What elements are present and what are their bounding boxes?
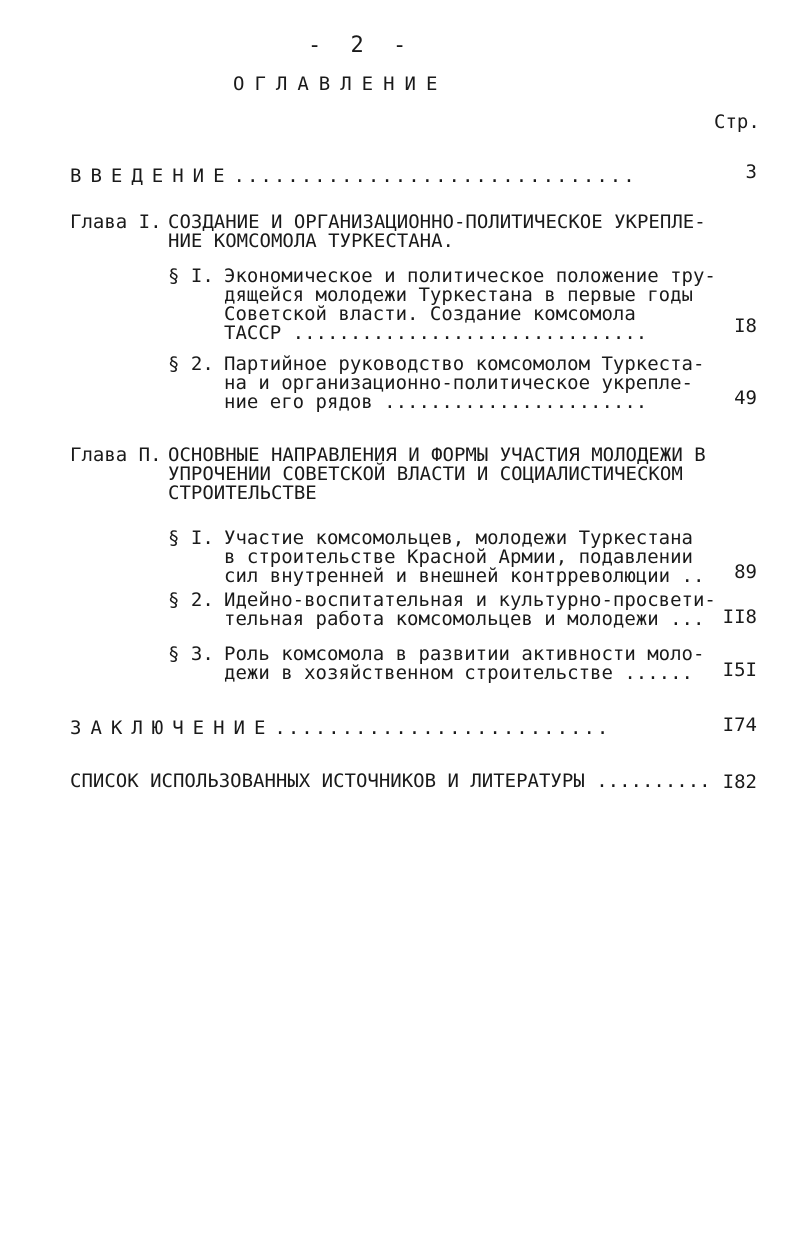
- conclusion-page: I74: [722, 714, 757, 736]
- ch2-s2-line1: Идейно-воспитательная и культурно-просвети-: [224, 589, 716, 611]
- ch2-s1-line2: в строительстве Красной Армии, подавлении: [224, 546, 693, 568]
- toc-entry-sources[interactable]: [70, 772, 711, 791]
- page-number: - 2 -: [308, 33, 415, 58]
- intro-page: 3: [745, 161, 757, 183]
- toc-entry-ch1-s1[interactable]: [224, 267, 716, 343]
- toc-entry-ch1-s2[interactable]: [224, 355, 704, 412]
- ch1-s2-line1: Партийное руководство комсомолом Туркеста-: [224, 353, 705, 375]
- chapter1-title[interactable]: [168, 213, 706, 251]
- intro-label: ВВЕДЕНИЕ: [70, 165, 234, 187]
- page-column-label: Стр.: [714, 111, 760, 133]
- ch1-s1-line3: Советской власти. Создание комсомола: [224, 303, 636, 325]
- ch2-s1-line3: сил внутренней и внешней контрреволюции ..: [224, 565, 705, 587]
- toc-entry-ch2-s3[interactable]: [224, 645, 704, 683]
- ch2-s3-number: § 3.: [168, 643, 214, 665]
- ch1-s1-page: I8: [734, 315, 757, 337]
- ch1-s2-line3: ние его рядов .......................: [224, 391, 648, 413]
- sources-page: I82: [722, 771, 757, 793]
- sources-label: СПИСОК ИСПОЛЬЗОВАННЫХ ИСТОЧНИКОВ И ЛИТЕРАТУРЫ ..........: [70, 770, 711, 792]
- ch2-s3-line2: дежи в хозяйственном строительстве ......: [224, 662, 693, 684]
- ch1-s1-number: § I.: [168, 265, 214, 287]
- toc-entry-conclusion[interactable]: [70, 719, 610, 738]
- ch1-s1-line1: Экономическое и политическое положение тру-: [224, 265, 716, 287]
- ch2-s3-line1: Роль комсомола в развитии активности моло-: [224, 643, 705, 665]
- chapter1-title-line1: СОЗДАНИЕ И ОРГАНИЗАЦИОННО-ПОЛИТИЧЕСКОЕ УКРЕПЛЕ-: [168, 211, 706, 233]
- chapter2-title[interactable]: [168, 446, 706, 503]
- ch1-s1-line4: ТАССР ...............................: [224, 322, 648, 344]
- ch2-s1-line1: Участие комсомольцев, молодежи Туркестана: [224, 527, 693, 549]
- intro-dots: ..............................: [233, 165, 637, 187]
- chapter2-title-line2: УПРОЧЕНИИ СОВЕТСКОЙ ВЛАСТИ И СОЦИАЛИСТИЧЕСКОМ: [168, 463, 683, 485]
- chapter2-title-line3: СТРОИТЕЛЬСТВЕ: [168, 482, 317, 504]
- ch1-s2-page: 49: [734, 387, 757, 409]
- chapter1-prefix: Глава I.: [70, 211, 162, 233]
- page-title: ОГЛАВЛЕНИЕ: [233, 73, 448, 95]
- ch1-s2-number: § 2.: [168, 353, 214, 375]
- conclusion-label: ЗАКЛЮЧЕНИЕ: [70, 717, 275, 739]
- toc-entry-ch2-s1[interactable]: [224, 529, 704, 586]
- ch2-s2-page: II8: [722, 606, 757, 628]
- ch2-s2-line2: тельная работа комсомольцев и молодежи ...: [224, 608, 705, 630]
- ch2-s1-page: 89: [734, 561, 757, 583]
- ch2-s3-page: I5I: [722, 659, 757, 681]
- conclusion-dots: .........................: [274, 717, 611, 739]
- toc-entry-intro[interactable]: [70, 167, 637, 186]
- chapter2-title-line1: ОСНОВНЫЕ НАПРАВЛЕНИЯ И ФОРМЫ УЧАСТИЯ МОЛОДЕЖИ В: [168, 444, 706, 466]
- chapter2-prefix: Глава П.: [70, 444, 162, 466]
- ch2-s1-number: § I.: [168, 527, 214, 549]
- ch1-s2-line2: на и организационно-политическое укрепле-: [224, 372, 693, 394]
- toc-entry-ch2-s2[interactable]: [224, 591, 716, 629]
- chapter1-title-line2: НИЕ КОМСОМОЛА ТУРКЕСТАНА.: [168, 230, 454, 252]
- ch1-s1-line2: дящейся молодежи Туркестана в первые годы: [224, 284, 693, 306]
- ch2-s2-number: § 2.: [168, 589, 214, 611]
